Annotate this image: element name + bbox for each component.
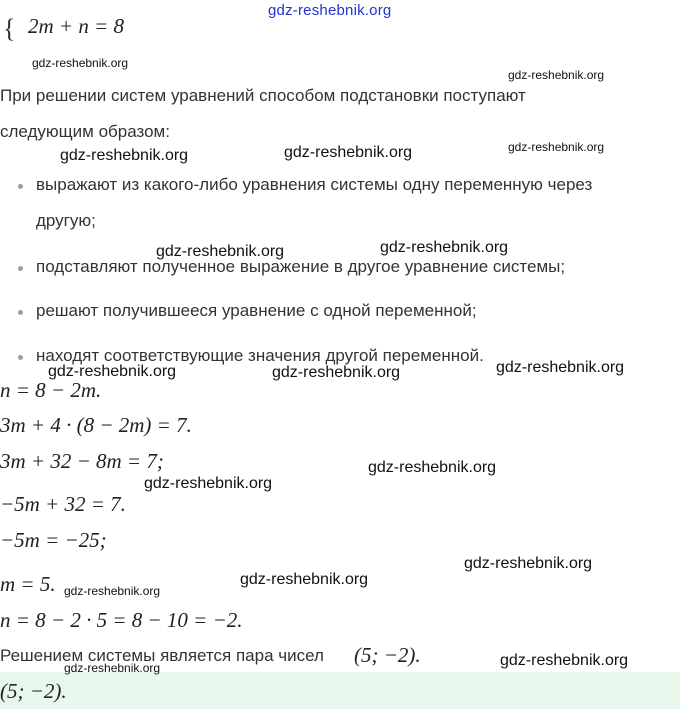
- watermark: gdz-reshebnik.org: [496, 359, 625, 376]
- conclusion-pair: (5; −2).: [354, 643, 421, 667]
- list-item-1-line-1: выражают из какого-либо уравнения системы одну переменную через: [36, 175, 593, 194]
- list-item-3: решают получившееся уравнение с одной переменной;: [36, 301, 477, 320]
- top-equation: 2m + n = 8: [28, 14, 125, 38]
- step-5: −5m = −25;: [0, 528, 107, 552]
- list-item-2: подставляют полученное выражение в другое уравнение системы;: [36, 257, 566, 276]
- watermark: gdz-reshebnik.org: [64, 584, 161, 598]
- bullet-marker: [18, 310, 23, 315]
- answer-value: (5; −2).: [0, 679, 67, 703]
- step-1: n = 8 − 2m.: [0, 378, 102, 402]
- watermark: gdz-reshebnik.org: [368, 459, 497, 476]
- watermark: gdz-reshebnik.org: [464, 555, 593, 572]
- watermark: gdz-reshebnik.org: [32, 56, 129, 70]
- conclusion-text: Решением системы является пара чисел: [0, 646, 324, 665]
- watermark: gdz-reshebnik.org: [284, 144, 413, 161]
- system-brace: {: [3, 14, 16, 43]
- bullet-marker: [18, 184, 23, 189]
- watermark: gdz-reshebnik.org: [48, 363, 177, 380]
- intro-line-2: следующим образом:: [0, 122, 170, 141]
- watermark: gdz-reshebnik.org: [380, 239, 509, 256]
- list-item-1-line-2: другую;: [36, 211, 96, 230]
- watermark-top: gdz-reshebnik.org: [268, 2, 392, 19]
- watermark: gdz-reshebnik.org: [508, 140, 605, 154]
- watermark: gdz-reshebnik.org: [272, 364, 401, 381]
- step-3: 3m + 32 − 8m = 7;: [0, 449, 164, 473]
- list-item-4: находят соответствующие значения другой переменной.: [36, 346, 484, 365]
- step-2: 3m + 4 · (8 − 2m) = 7.: [0, 413, 192, 437]
- step-7: n = 8 − 2 · 5 = 8 − 10 = −2.: [0, 608, 243, 632]
- step-6: m = 5.: [0, 572, 56, 596]
- bullet-marker: [18, 355, 23, 360]
- watermark: gdz-reshebnik.org: [64, 661, 161, 675]
- intro-line-1: При решении систем уравнений способом подстановки поступают: [0, 86, 526, 105]
- watermark: gdz-reshebnik.org: [144, 475, 273, 492]
- watermark: gdz-reshebnik.org: [60, 147, 189, 164]
- answer-box: [0, 672, 680, 709]
- bullet-marker: [18, 266, 23, 271]
- watermark: gdz-reshebnik.org: [500, 652, 629, 669]
- watermark: gdz-reshebnik.org: [156, 243, 285, 260]
- step-4: −5m + 32 = 7.: [0, 492, 126, 516]
- watermark: gdz-reshebnik.org: [508, 68, 605, 82]
- watermark: gdz-reshebnik.org: [240, 571, 369, 588]
